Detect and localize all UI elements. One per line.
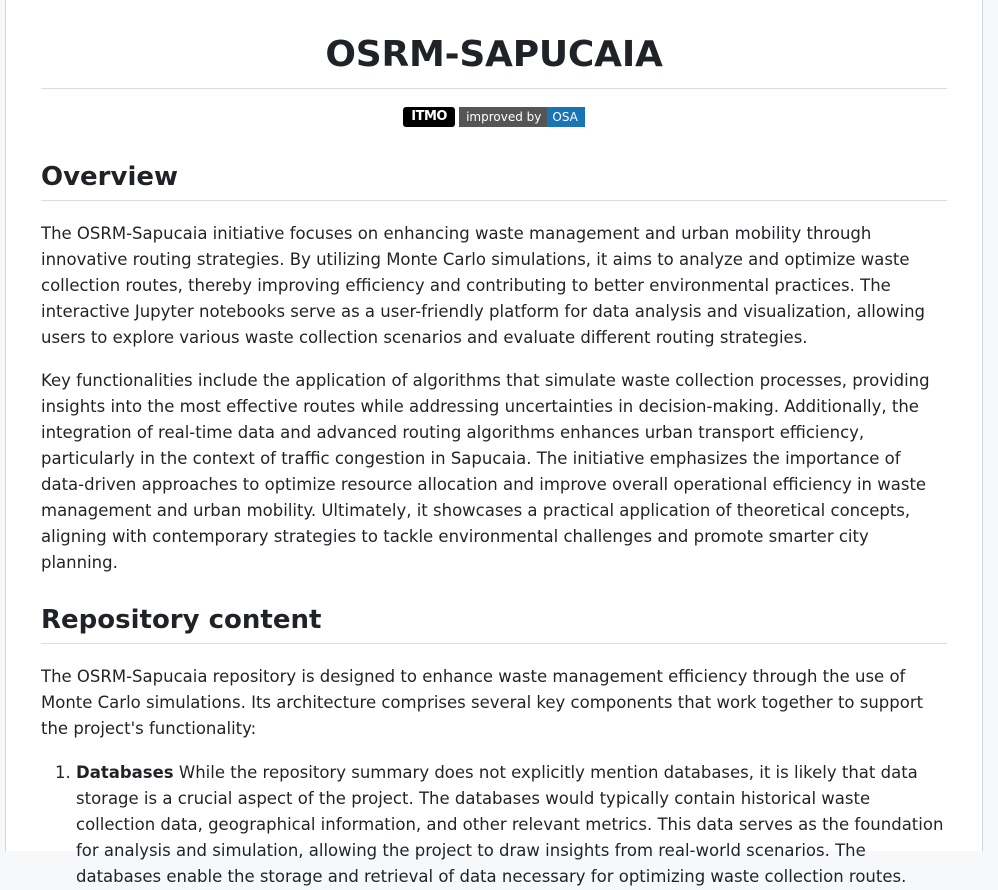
readme-content <box>41 0 947 890</box>
badge-row <box>41 107 947 128</box>
overview-heading: Overview <box>41 159 947 201</box>
itmo-badge-label: ITMO <box>411 109 447 124</box>
itmo-badge[interactable] <box>403 107 455 127</box>
osa-badge[interactable] <box>459 107 585 127</box>
repository-intro: The OSRM-Sapucaia repository is designed to enhance waste management efficiency through the use of Monte Carlo simulations. Its architecture comprises several key components that work together to support the project's functionality: <box>41 667 924 738</box>
list-item-text: While the repository summary does not explicitly mention databases, it is likely that data storage is a crucial aspect of the project. The databases would typically contain historical waste collection data, geographical information, and other relevant metrics. This data serves as the foundation for analysis and simulation, allowing the project to draw insights from real-world scenarios. The databases enable the storage and retrieval of data necessary for optimizing waste collection routes. <box>76 763 944 886</box>
list-item-label: Databases <box>76 763 174 782</box>
page-title: OSRM-SAPUCAIA <box>41 0 947 89</box>
osa-badge-left: improved by <box>459 107 547 127</box>
overview-paragraph-2: Key functionalities include the application of algorithms that simulate waste collection processes, providing insights into the most effective routes while addressing uncertainties in decision-making. Additionally, the integration of real-time data and advanced routing algorithms enhances urban transport efficiency, particularly in the context of traffic congestion in Sapucaia. The initiative emphasizes the importance of data-driven approaches to optimize resource allocation and improve overall operational efficiency in waste management and urban mobility. Ultimately, it showcases a practical application of theoretical concepts, aligning with contemporary strategies to tackle environmental challenges and promote smarter city planning. <box>41 371 930 572</box>
repository-components-list <box>41 760 947 890</box>
readme-page <box>5 0 983 886</box>
repository-content-heading: Repository content <box>41 602 947 644</box>
overview-paragraph-1: The OSRM-Sapucaia initiative focuses on enhancing waste management and urban mobility through innovative routing strategies. By utilizing Monte Carlo simulations, it aims to analyze and optimize waste collection routes, thereby improving efficiency and contributing to better environmental practices. The interactive Jupyter notebooks serve as a user-friendly platform for data analysis and visualization, allowing users to explore various waste collection scenarios and evaluate different routing strategies. <box>41 224 925 347</box>
list-item <box>76 760 947 890</box>
osa-badge-right: OSA <box>547 107 585 127</box>
